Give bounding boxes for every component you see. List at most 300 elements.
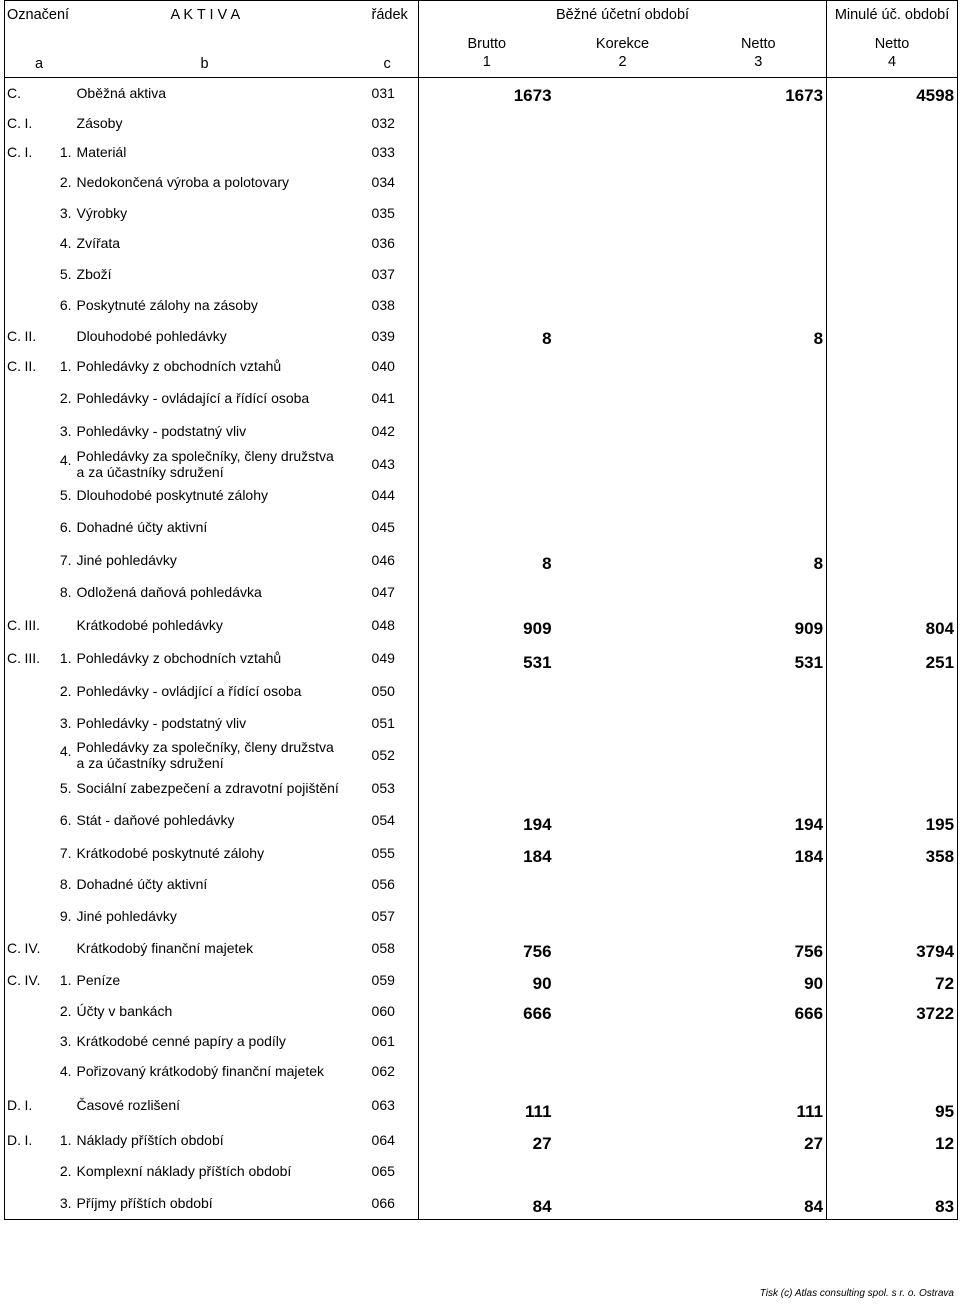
row-mark-1: C. [5, 351, 25, 382]
row-netto: 1673 [691, 78, 827, 108]
row-code: 062 [371, 1063, 395, 1079]
row-mark-3: 3. [59, 1032, 72, 1049]
row-label: Dlouhodobé pohledávky [76, 327, 227, 344]
row-prev [827, 576, 958, 609]
row-code: 037 [371, 266, 395, 282]
row-brutto: 90 [419, 964, 555, 996]
row-mark-2 [25, 869, 49, 900]
row-code: 057 [371, 907, 395, 924]
row-code: 064 [371, 1131, 395, 1148]
row-label: Komplexní náklady příštích období [76, 1163, 292, 1179]
row-korekce [555, 641, 691, 675]
row-mark-2 [25, 707, 49, 739]
header-korekce: Korekce [595, 36, 650, 52]
row-prev: 3794 [827, 932, 958, 964]
header-oznaceni: Označení [5, 1, 75, 30]
header-col-3: 3 [754, 54, 763, 70]
row-mark-1 [5, 259, 25, 290]
table-row [5, 932, 958, 964]
row-code: 041 [371, 389, 395, 406]
table-row [5, 1187, 958, 1220]
header-brutto: Brutto [467, 36, 507, 52]
row-korekce [555, 351, 691, 382]
row-mark-1 [5, 1026, 25, 1056]
row-brutto [419, 707, 555, 739]
row-code: 061 [371, 1032, 395, 1049]
row-mark-2 [25, 448, 49, 480]
row-netto [691, 108, 827, 138]
row-netto [691, 448, 827, 480]
row-prev [827, 900, 958, 932]
row-brutto [419, 869, 555, 900]
row-korekce [555, 480, 691, 511]
row-code: 031 [371, 84, 395, 101]
row-label: Dohadné účty aktivní [76, 876, 208, 892]
row-prev [827, 198, 958, 228]
row-netto [691, 480, 827, 511]
row-netto [691, 675, 827, 707]
row-code: 033 [371, 144, 395, 160]
row-netto: 84 [691, 1187, 827, 1220]
row-mark-1: D. [5, 1087, 25, 1124]
row-mark-3: 1. [59, 649, 72, 666]
row-mark-3: 3. [49, 1187, 75, 1220]
row-korekce [555, 707, 691, 739]
row-code: 058 [371, 939, 395, 956]
row-brutto [419, 290, 555, 321]
row-korekce [555, 448, 691, 480]
row-mark-2 [25, 900, 49, 932]
row-korekce [555, 900, 691, 932]
row-korekce [555, 108, 691, 138]
row-mark-3: 1. [59, 144, 72, 160]
row-mark-2 [25, 228, 49, 259]
row-mark-3: 1. [59, 358, 72, 374]
row-brutto [419, 198, 555, 228]
table-row [5, 900, 958, 932]
row-korekce [555, 996, 691, 1026]
row-prev: 3722 [827, 996, 958, 1026]
row-label: Pořizovaný krátkodobý finanční majetek [76, 1063, 324, 1079]
row-code: 048 [371, 616, 395, 633]
table-row [5, 707, 958, 739]
row-netto [691, 1156, 827, 1187]
row-label: Časové rozlišení [76, 1097, 181, 1113]
row-brutto [419, 900, 555, 932]
balance-sheet [4, 0, 957, 1220]
row-mark-1: C. [5, 932, 25, 964]
row-label [75, 739, 372, 772]
row-korekce [555, 964, 691, 996]
row-korekce [555, 932, 691, 964]
row-label: Jiné pohledávky [76, 907, 177, 924]
table-row [5, 544, 958, 576]
row-mark-1 [5, 675, 25, 707]
row-prev [827, 321, 958, 351]
row-mark-1 [5, 544, 25, 576]
row-code: 032 [371, 114, 395, 131]
row-label: Pohledávky z obchodních vztahů [76, 358, 282, 374]
row-brutto: 194 [419, 804, 555, 837]
row-code: 051 [371, 714, 395, 731]
row-netto [691, 1026, 827, 1056]
row-mark-2 [25, 996, 49, 1026]
row-mark-3: 6. [59, 519, 72, 535]
row-label: Oběžná aktiva [76, 84, 167, 101]
table-row [5, 837, 958, 869]
row-mark-3: 8. [59, 584, 72, 600]
table-row [5, 1087, 958, 1124]
row-prev [827, 414, 958, 448]
table-row [5, 198, 958, 228]
row-brutto: 1673 [419, 78, 555, 108]
row-prev [827, 259, 958, 290]
row-label: Krátkodobé pohledávky [76, 616, 223, 633]
row-netto: 8 [691, 544, 827, 576]
row-brutto [419, 382, 555, 414]
row-mark-1 [5, 707, 25, 739]
row-mark-1 [5, 480, 25, 511]
row-mark-1: C. [5, 138, 25, 167]
row-code: 039 [371, 327, 395, 344]
row-label: Pohledávky z obchodních vztahů [76, 649, 282, 666]
row-code: 044 [371, 487, 395, 503]
row-brutto [419, 1056, 555, 1087]
row-label-line-2: a za účastníky sdružení [76, 755, 224, 771]
row-label-line-2: a za účastníky sdružení [76, 463, 224, 480]
row-mark-1: C. [5, 964, 25, 996]
row-mark-1 [5, 739, 25, 772]
row-netto: 8 [691, 321, 827, 351]
row-prev [827, 382, 958, 414]
row-netto: 194 [691, 804, 827, 837]
row-prev: 72 [827, 964, 958, 996]
row-mark-3: 4. [59, 742, 72, 759]
row-mark-3: 1. [59, 971, 72, 988]
row-netto [691, 900, 827, 932]
row-prev [827, 707, 958, 739]
row-brutto [419, 259, 555, 290]
row-code: 036 [371, 235, 395, 251]
row-mark-2: III. [24, 649, 41, 666]
row-mark-3 [49, 932, 75, 964]
row-brutto [419, 1156, 555, 1187]
row-korekce [555, 1187, 691, 1220]
row-brutto [419, 228, 555, 259]
row-brutto: 27 [419, 1124, 555, 1156]
row-label: Pohledávky - ovládající a řídící osoba [76, 389, 310, 406]
row-korekce [555, 290, 691, 321]
row-label: Stát - daňové pohledávky [76, 812, 235, 828]
table-row [5, 108, 958, 138]
row-prev: 4598 [827, 78, 958, 108]
row-netto [691, 707, 827, 739]
row-mark-1 [5, 1056, 25, 1087]
row-mark-1 [5, 1187, 25, 1220]
row-netto [691, 138, 827, 167]
row-korekce [555, 414, 691, 448]
assets-table [4, 0, 958, 1220]
row-prev [827, 351, 958, 382]
header-radek: řádek [372, 1, 419, 30]
table-row [5, 480, 958, 511]
row-brutto: 184 [419, 837, 555, 869]
row-mark-2 [25, 511, 49, 544]
row-code: 056 [371, 876, 395, 892]
row-mark-2: I. [24, 114, 33, 131]
row-mark-3 [49, 321, 75, 351]
row-brutto [419, 167, 555, 198]
row-code: 040 [371, 358, 395, 374]
row-brutto: 8 [419, 321, 555, 351]
row-korekce [555, 1124, 691, 1156]
table-row [5, 259, 958, 290]
header-col-2: 2 [618, 54, 627, 70]
row-mark-3: 5. [59, 266, 72, 282]
row-netto: 756 [691, 932, 827, 964]
header-sub-b: b [200, 56, 209, 72]
row-mark-3: 2. [59, 1002, 72, 1019]
table-row [5, 1124, 958, 1156]
row-mark-3: 6. [59, 812, 72, 828]
row-mark-2 [25, 675, 49, 707]
row-mark-2: I. [24, 144, 33, 160]
row-label: Náklady příštích období [76, 1131, 224, 1148]
row-mark-2 [25, 1056, 49, 1087]
row-mark-2 [25, 544, 49, 576]
table-row [5, 351, 958, 382]
row-brutto [419, 480, 555, 511]
row-netto: 666 [691, 996, 827, 1026]
row-label: Dohadné účty aktivní [76, 519, 208, 535]
row-code: 059 [371, 971, 395, 988]
row-netto [691, 228, 827, 259]
row-label: Krátkodobý finanční majetek [76, 939, 254, 956]
row-mark-2: I. [24, 1131, 33, 1148]
row-prev [827, 448, 958, 480]
row-label: Pohledávky - podstatný vliv [76, 422, 247, 439]
row-mark-1 [5, 576, 25, 609]
table-row [5, 772, 958, 804]
row-mark-2: I. [24, 1097, 33, 1113]
row-netto [691, 739, 827, 772]
row-code: 066 [372, 1187, 419, 1220]
row-mark-1: C. [5, 108, 25, 138]
table-row [5, 321, 958, 351]
row-brutto [419, 1026, 555, 1056]
row-mark-1 [5, 837, 25, 869]
row-netto [691, 351, 827, 382]
row-label: Sociální zabezpečení a zdravotní pojištění [76, 779, 339, 796]
row-mark-2 [25, 290, 49, 321]
row-mark-3 [49, 78, 75, 108]
row-mark-2 [25, 480, 49, 511]
row-mark-1: C. [5, 321, 25, 351]
row-code: 043 [371, 455, 395, 472]
row-mark-2 [25, 259, 49, 290]
row-brutto: 8 [419, 544, 555, 576]
table-row [5, 1056, 958, 1087]
row-label: Dlouhodobé poskytnuté zálohy [76, 487, 268, 503]
row-netto: 531 [691, 641, 827, 675]
row-code: 055 [371, 844, 395, 861]
row-brutto [419, 448, 555, 480]
row-code: 053 [371, 779, 395, 796]
row-mark-1: D. [5, 1124, 25, 1156]
row-korekce [555, 739, 691, 772]
row-prev [827, 1026, 958, 1056]
row-mark-3: 5. [59, 487, 72, 503]
row-mark-3: 3. [59, 204, 72, 221]
row-mark-3: 7. [59, 551, 72, 568]
row-label: Pohledávky - ovládjící a řídící osoba [76, 682, 302, 699]
row-mark-2: IV. [24, 939, 41, 956]
row-mark-2 [25, 739, 49, 772]
row-brutto [419, 138, 555, 167]
row-mark-1 [5, 448, 25, 480]
row-brutto: 909 [419, 609, 555, 641]
table-body [5, 78, 958, 1220]
row-mark-1 [5, 772, 25, 804]
row-brutto: 531 [419, 641, 555, 675]
row-mark-1 [5, 996, 25, 1026]
row-mark-3: 5. [59, 779, 72, 796]
row-prev [827, 167, 958, 198]
row-mark-1 [5, 511, 25, 544]
table-row [5, 641, 958, 675]
row-code: 038 [371, 297, 395, 313]
table-row [5, 609, 958, 641]
row-korekce [555, 675, 691, 707]
row-label: Jiné pohledávky [76, 551, 177, 568]
row-brutto [419, 351, 555, 382]
table-row [5, 167, 958, 198]
row-mark-1 [5, 228, 25, 259]
row-korekce [555, 576, 691, 609]
row-korekce [555, 1087, 691, 1124]
row-label: Zboží [76, 266, 112, 282]
row-brutto [419, 675, 555, 707]
row-code: 035 [371, 204, 395, 221]
row-netto [691, 576, 827, 609]
row-korekce [555, 228, 691, 259]
row-netto: 111 [691, 1087, 827, 1124]
row-code: 060 [371, 1002, 395, 1019]
row-mark-2: II. [24, 327, 37, 344]
table-row [5, 414, 958, 448]
row-brutto [419, 108, 555, 138]
row-mark-3: 2. [59, 174, 72, 190]
header-netto-prev: Netto [874, 36, 910, 52]
row-mark-3: 2. [59, 1163, 72, 1179]
row-mark-3 [49, 108, 75, 138]
row-mark-2 [25, 1026, 49, 1056]
table-row [5, 228, 958, 259]
row-netto: 90 [691, 964, 827, 996]
row-mark-2 [25, 414, 49, 448]
row-prev: 358 [827, 837, 958, 869]
row-label [75, 448, 372, 480]
row-mark-1 [5, 382, 25, 414]
row-prev [827, 228, 958, 259]
row-mark-2: III. [24, 616, 41, 633]
row-mark-3: 2. [59, 682, 72, 699]
row-mark-3: 7. [59, 844, 72, 861]
table-row [5, 739, 958, 772]
row-label: Zásoby [76, 114, 123, 131]
row-mark-2 [25, 78, 49, 108]
row-prev: 251 [827, 641, 958, 675]
row-brutto [419, 772, 555, 804]
row-netto [691, 414, 827, 448]
row-korekce [555, 772, 691, 804]
row-mark-3 [49, 609, 75, 641]
row-korekce [555, 869, 691, 900]
row-label: Krátkodobé cenné papíry a podíly [76, 1032, 286, 1049]
row-korekce [555, 1026, 691, 1056]
row-korekce [555, 837, 691, 869]
row-mark-3: 3. [59, 714, 72, 731]
row-korekce [555, 609, 691, 641]
row-code: 054 [371, 812, 395, 828]
row-mark-1 [5, 1156, 25, 1187]
row-brutto [419, 511, 555, 544]
header-sub-a: a [35, 56, 44, 72]
row-netto [691, 290, 827, 321]
table-row [5, 804, 958, 837]
row-prev [827, 869, 958, 900]
row-label: Účty v bankách [76, 1002, 173, 1019]
row-label: Zvířata [76, 235, 121, 251]
row-korekce [555, 138, 691, 167]
table-row [5, 869, 958, 900]
table-row [5, 1026, 958, 1056]
row-mark-3: 3. [59, 422, 72, 439]
table-row [5, 78, 958, 108]
row-mark-1: C. [5, 78, 25, 108]
row-brutto [419, 414, 555, 448]
row-label-line-1: Pohledávky za společníky, členy družstva [76, 739, 334, 755]
row-mark-1: C. [5, 609, 25, 641]
row-prev: 83 [827, 1187, 958, 1220]
row-netto [691, 167, 827, 198]
row-prev: 95 [827, 1087, 958, 1124]
table-row [5, 511, 958, 544]
row-netto: 27 [691, 1124, 827, 1156]
row-netto [691, 382, 827, 414]
row-prev [827, 290, 958, 321]
row-label: Příjmy příštích období [75, 1187, 372, 1220]
row-code: 034 [371, 174, 395, 190]
row-netto [691, 198, 827, 228]
row-mark-2 [25, 837, 49, 869]
row-label: Materiál [76, 144, 127, 160]
row-korekce [555, 198, 691, 228]
row-brutto: 84 [419, 1187, 555, 1220]
row-netto: 909 [691, 609, 827, 641]
row-brutto: 111 [419, 1087, 555, 1124]
header-netto: Netto [740, 36, 776, 52]
row-prev [827, 739, 958, 772]
row-brutto: 666 [419, 996, 555, 1026]
header-col-1: 1 [482, 54, 491, 70]
row-korekce [555, 1156, 691, 1187]
row-mark-1: C. [5, 641, 25, 675]
table-row [5, 964, 958, 996]
print-footer: Tisk (c) Atlas consulting spol. s r. o. Ostrava [759, 1288, 954, 1299]
row-mark-2 [25, 1156, 49, 1187]
row-code: 052 [371, 747, 395, 763]
